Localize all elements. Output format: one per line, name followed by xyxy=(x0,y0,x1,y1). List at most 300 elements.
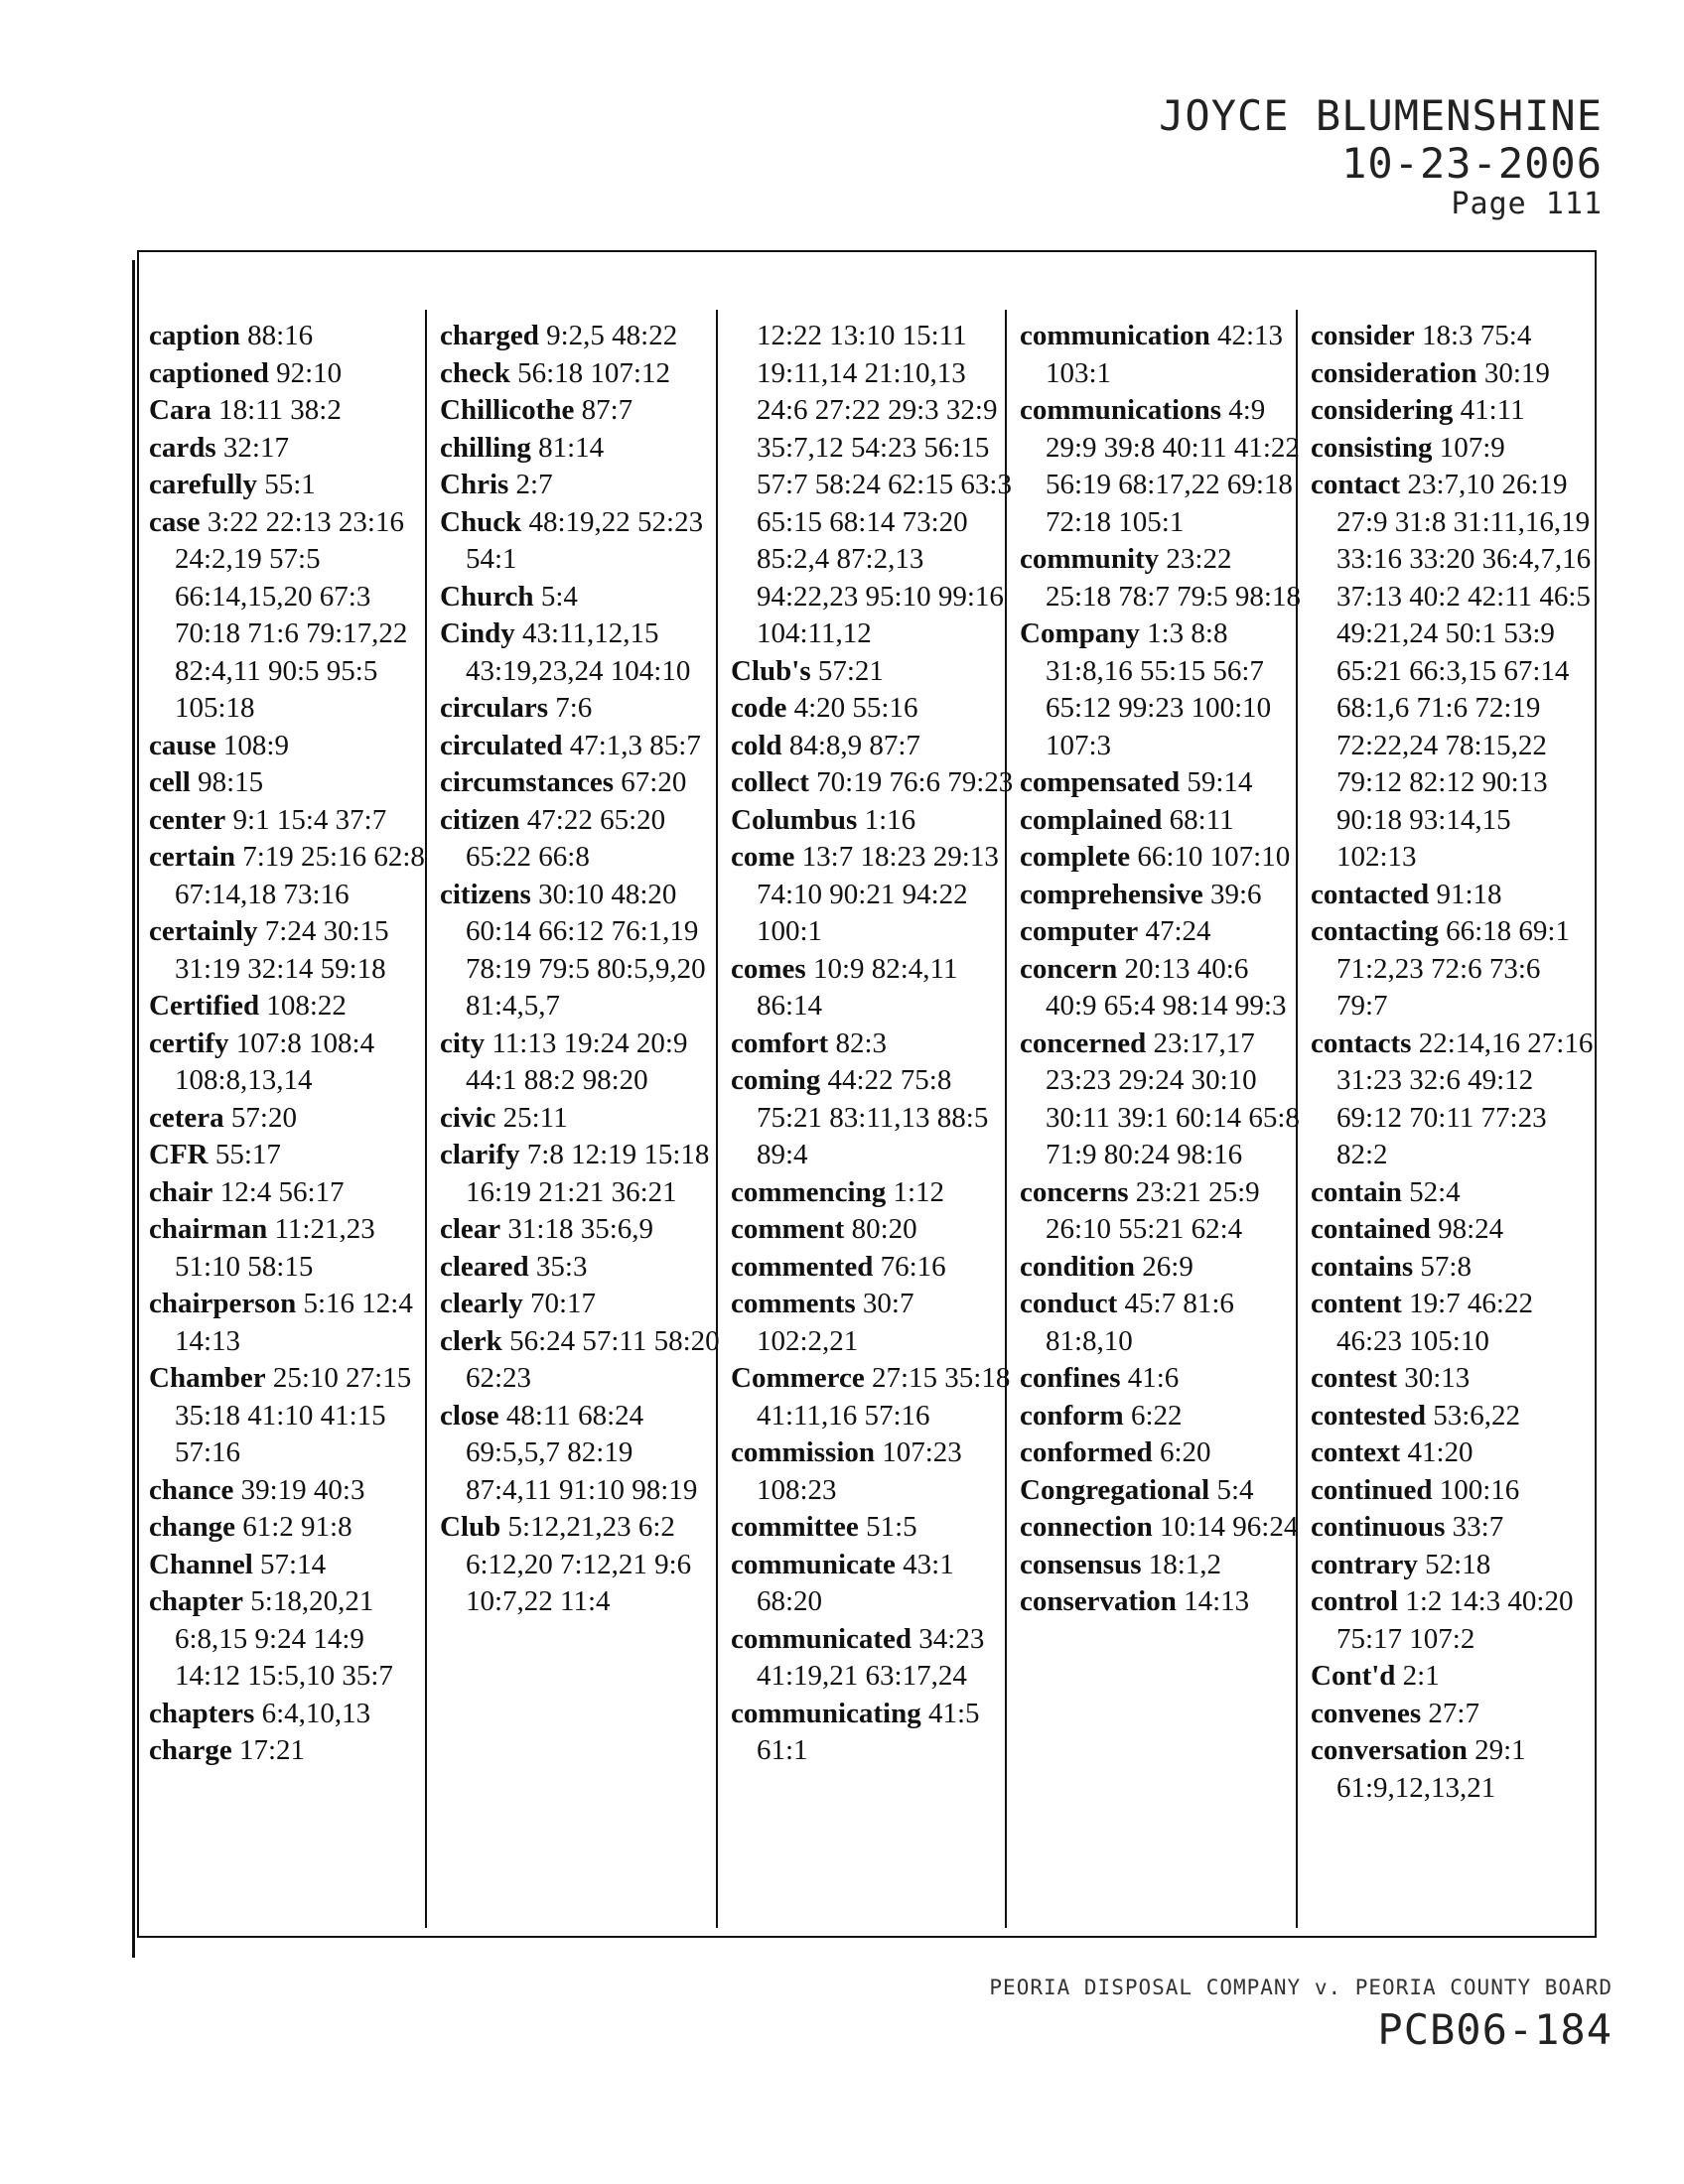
index-term: chapters xyxy=(149,1697,255,1729)
case-number: PCB06-184 xyxy=(1377,2005,1613,2054)
index-entry xyxy=(440,392,724,430)
index-page-refs: 34:23 41:19,21 63:17,24 xyxy=(757,1622,985,1692)
index-entry xyxy=(1020,1174,1304,1249)
index-page-refs: 11:21,23 51:10 58:15 xyxy=(175,1213,375,1283)
index-entry xyxy=(1311,318,1595,355)
index-entry xyxy=(149,839,433,913)
index-page-refs: 10:9 82:4,11 86:14 xyxy=(757,952,958,1022)
index-term: cetera xyxy=(149,1101,224,1134)
index-page-refs: 10:14 96:24 xyxy=(1159,1511,1299,1543)
index-entry xyxy=(440,728,724,765)
index-page-refs: 43:1 68:20 xyxy=(757,1548,954,1617)
index-page-refs: 17:21 xyxy=(239,1734,306,1766)
index-term: circulars xyxy=(440,692,548,724)
index-term: cause xyxy=(149,729,216,761)
index-entry xyxy=(149,988,433,1025)
index-entry xyxy=(1020,913,1304,951)
index-entry xyxy=(1311,1025,1595,1174)
index-entry xyxy=(440,1025,724,1100)
index-entry xyxy=(731,1509,1015,1547)
index-entry xyxy=(731,764,1015,802)
index-entry xyxy=(149,913,433,988)
index-term: Cara xyxy=(149,394,211,426)
index-page-refs: 47:1,3 85:7 xyxy=(569,729,701,761)
index-entry xyxy=(1020,951,1304,1025)
index-entry xyxy=(1020,615,1304,764)
index-term: Columbus xyxy=(731,803,858,836)
index-entry xyxy=(1311,1360,1595,1398)
index-term: contains xyxy=(1311,1250,1414,1283)
index-page-refs: 35:3 xyxy=(535,1250,588,1283)
index-entry xyxy=(149,1211,433,1286)
index-entry xyxy=(1020,1583,1304,1621)
index-term: commencing xyxy=(731,1175,887,1208)
index-term: communication xyxy=(1020,320,1210,351)
index-entry xyxy=(149,1100,433,1138)
index-term: chairman xyxy=(149,1213,268,1245)
index-column-3 xyxy=(731,318,1015,1770)
index-term: computer xyxy=(1020,915,1139,947)
index-term: Commerce xyxy=(731,1362,865,1394)
index-term: clear xyxy=(440,1213,501,1245)
index-entry xyxy=(1311,1286,1595,1360)
index-page-refs: 22:14,16 27:16 31:23 32:6 49:12 69:12 70:11 77:23 82:2 xyxy=(1336,1026,1594,1170)
index-term: change xyxy=(149,1511,235,1543)
index-term: conversation xyxy=(1311,1734,1468,1766)
index-column-2 xyxy=(440,318,724,1621)
index-term: consider xyxy=(1311,320,1415,351)
index-page-refs: 57:8 xyxy=(1420,1250,1472,1283)
index-page-refs: 18:11 38:2 xyxy=(218,394,342,426)
index-page-refs: 9:2,5 48:22 xyxy=(546,320,678,351)
index-entry xyxy=(149,392,433,430)
index-entry xyxy=(1311,1732,1595,1807)
index-entry xyxy=(1311,1249,1595,1287)
index-term: case xyxy=(149,505,201,538)
index-page-refs: 44:22 75:8 75:21 83:11,13 88:5 89:4 xyxy=(757,1064,989,1170)
index-page-refs: 52:4 xyxy=(1409,1175,1461,1208)
index-entry xyxy=(731,318,1015,653)
index-term: comment xyxy=(731,1213,845,1245)
index-page-refs: 41:6 xyxy=(1127,1362,1180,1394)
index-page-refs: 1:2 14:3 40:20 75:17 107:2 xyxy=(1336,1585,1574,1655)
index-term: Church xyxy=(440,580,534,613)
index-entry xyxy=(440,504,724,579)
index-page-refs: 56:24 57:11 58:20 62:23 xyxy=(466,1324,720,1394)
index-page-refs: 92:10 xyxy=(276,356,343,389)
index-term: contrary xyxy=(1311,1548,1418,1580)
index-entry xyxy=(440,764,724,802)
index-term: Company xyxy=(1020,617,1140,649)
index-term: conservation xyxy=(1020,1585,1177,1617)
index-page-refs: 39:19 40:3 xyxy=(240,1473,365,1506)
index-term: community xyxy=(1020,543,1160,575)
index-term: conduct xyxy=(1020,1288,1118,1319)
index-term: carefully xyxy=(149,469,257,500)
index-entry xyxy=(1311,1509,1595,1547)
index-term: certain xyxy=(149,841,235,873)
index-page-refs: 98:24 xyxy=(1438,1213,1504,1245)
index-entry xyxy=(731,690,1015,728)
index-entry xyxy=(149,1583,433,1696)
index-term: considering xyxy=(1311,394,1454,426)
index-page-refs: 30:10 48:20 60:14 66:12 76:1,19 78:19 79:5 80:5,9,20 81:4,5,7 xyxy=(466,878,706,1022)
index-entry xyxy=(149,1472,433,1510)
index-term: contested xyxy=(1311,1399,1426,1432)
index-page-refs: 56:18 107:12 xyxy=(517,356,670,389)
index-page-refs: 23:22 25:18 78:7 79:5 98:18 xyxy=(1046,543,1301,613)
index-term: condition xyxy=(1020,1250,1136,1283)
header-page-number: Page 111 xyxy=(1451,187,1603,221)
index-page-refs: 47:24 xyxy=(1145,915,1211,947)
index-entry xyxy=(1020,1249,1304,1287)
index-term: charge xyxy=(149,1734,232,1766)
index-entry xyxy=(149,1286,433,1360)
index-term: code xyxy=(731,692,787,724)
index-term: comes xyxy=(731,952,806,985)
index-column-5 xyxy=(1311,318,1595,1807)
index-entry xyxy=(149,1732,433,1770)
index-term: Club xyxy=(440,1511,501,1543)
index-page-refs: 5:12,21,23 6:2 6:12,20 7:12,21 9:6 10:7,22 11:4 xyxy=(466,1511,692,1617)
index-page-refs: 1:16 xyxy=(864,803,916,836)
index-term: charged xyxy=(440,320,539,351)
index-entry xyxy=(1020,1509,1304,1547)
index-page-refs: 45:7 81:6 81:8,10 xyxy=(1046,1288,1234,1357)
index-term: captioned xyxy=(149,356,269,389)
index-entry xyxy=(1311,467,1595,877)
index-page-refs: 23:17,17 23:23 29:24 30:10 30:11 39:1 60:14 65:8 71:9 80:24 98:16 xyxy=(1046,1026,1300,1170)
index-entry xyxy=(1311,1174,1595,1212)
index-entry xyxy=(440,1100,724,1138)
index-page-refs: 55:1 xyxy=(264,469,316,500)
index-entry xyxy=(149,1137,433,1174)
index-term: complained xyxy=(1020,803,1163,836)
index-term: Chamber xyxy=(149,1362,266,1394)
index-entry xyxy=(1311,877,1595,914)
index-entry xyxy=(731,802,1015,840)
index-term: cleared xyxy=(440,1250,529,1283)
index-term: certainly xyxy=(149,915,258,947)
index-page-refs: 25:10 27:15 35:18 41:10 41:15 57:16 xyxy=(175,1362,412,1468)
frame-left-margin-line xyxy=(132,260,135,1958)
index-entry xyxy=(149,504,433,728)
index-entry xyxy=(1020,1286,1304,1360)
index-term: citizens xyxy=(440,878,531,910)
index-entry xyxy=(149,728,433,765)
index-entry xyxy=(1020,1434,1304,1472)
index-entry xyxy=(731,1286,1015,1360)
index-term: continuous xyxy=(1311,1511,1446,1543)
index-page-refs: 14:13 xyxy=(1184,1585,1250,1617)
index-page-refs: 18:1,2 xyxy=(1148,1548,1222,1580)
index-page-refs: 88:16 xyxy=(247,320,314,351)
index-term: confines xyxy=(1020,1362,1121,1394)
index-page-refs: 87:7 xyxy=(581,394,633,426)
index-entry xyxy=(731,1211,1015,1249)
index-page-refs: 81:14 xyxy=(538,431,605,464)
index-entry xyxy=(1311,355,1595,393)
index-page-refs: 47:22 65:20 65:22 66:8 xyxy=(466,803,666,873)
index-term: circulated xyxy=(440,729,563,761)
index-term: Congregational xyxy=(1020,1473,1210,1506)
index-page-refs: 66:18 69:1 71:2,23 72:6 73:6 79:7 xyxy=(1336,915,1570,1022)
index-page-refs: 23:21 25:9 26:10 55:21 62:4 xyxy=(1046,1175,1260,1245)
index-page-refs: 31:18 35:6,9 xyxy=(507,1213,654,1245)
index-page-refs: 76:16 xyxy=(880,1250,946,1283)
index-term: Chillicothe xyxy=(440,394,575,426)
index-page-refs: 1:3 8:8 31:8,16 55:15 56:7 65:12 99:23 100:10 107:3 xyxy=(1046,617,1272,761)
index-page-refs: 91:18 xyxy=(1436,878,1502,910)
index-page-refs: 4:9 29:9 39:8 40:11 41:22 56:19 68:17,22 69:18 72:18 105:1 xyxy=(1046,394,1300,538)
index-term: connection xyxy=(1020,1511,1153,1543)
index-page-refs: 98:15 xyxy=(198,766,264,798)
index-entry xyxy=(1311,1547,1595,1584)
index-entry xyxy=(731,653,1015,691)
index-page-refs: 51:5 xyxy=(866,1511,917,1543)
index-entry xyxy=(731,1062,1015,1174)
index-term: cards xyxy=(149,431,216,464)
index-term: control xyxy=(1311,1585,1399,1617)
index-page-refs: 82:3 xyxy=(835,1026,888,1059)
index-page-refs: 6:20 xyxy=(1159,1436,1211,1468)
index-entry xyxy=(440,1137,724,1211)
index-page-refs: 52:18 xyxy=(1425,1548,1491,1580)
index-page-refs: 39:6 xyxy=(1209,878,1262,910)
index-term: Certified xyxy=(149,990,260,1022)
index-entry xyxy=(1020,1025,1304,1174)
index-entry xyxy=(149,1174,433,1212)
index-page-refs: 70:19 76:6 79:23 xyxy=(816,766,1014,798)
index-term: contact xyxy=(1311,469,1401,500)
index-term: clerk xyxy=(440,1324,502,1357)
index-entry xyxy=(1311,430,1595,468)
index-term: circumstances xyxy=(440,766,615,798)
index-page-refs: 32:17 xyxy=(222,431,289,464)
index-term: check xyxy=(440,356,510,389)
index-entry xyxy=(440,877,724,1025)
index-page-refs: 59:14 xyxy=(1187,766,1253,798)
index-term: chance xyxy=(149,1473,234,1506)
index-page-refs: 84:8,9 87:7 xyxy=(788,729,920,761)
index-entry xyxy=(440,1286,724,1323)
index-entry xyxy=(731,839,1015,951)
index-entry xyxy=(1020,1472,1304,1510)
index-page-refs: 53:6,22 xyxy=(1433,1399,1521,1432)
index-term: cell xyxy=(149,766,191,798)
index-column-1 xyxy=(149,318,433,1770)
index-entry xyxy=(149,318,433,355)
index-term: concerns xyxy=(1020,1175,1129,1208)
index-page-refs: 12:22 13:10 15:11 19:11,14 21:10,13 24:6 27:22 29:3 32:9 35:7,12 54:23 56:15 57:7 58:24 62:15 63:3 65:15 68:14 73:20 85:2,4 87:2,13 94:22,23 95:10 99:16 104:11,12 xyxy=(757,320,1012,649)
index-entry xyxy=(731,1621,1015,1696)
index-page-refs: 2:1 xyxy=(1402,1660,1440,1692)
index-entry xyxy=(1020,1398,1304,1435)
index-page-refs: 66:10 107:10 xyxy=(1137,841,1291,873)
index-entry xyxy=(440,1509,724,1621)
index-page-refs: 26:9 xyxy=(1142,1250,1193,1283)
index-term: come xyxy=(731,841,795,873)
index-entry xyxy=(731,1547,1015,1621)
index-term: caption xyxy=(149,320,240,351)
index-page-refs: 108:9 xyxy=(222,729,289,761)
index-entry xyxy=(440,430,724,468)
index-term: civic xyxy=(440,1101,496,1134)
index-term: comprehensive xyxy=(1020,878,1203,910)
index-term: clearly xyxy=(440,1288,523,1319)
index-entry xyxy=(1311,392,1595,430)
index-entry xyxy=(440,1323,724,1398)
index-page-refs: 100:16 xyxy=(1439,1473,1520,1506)
index-entry xyxy=(1020,541,1304,615)
index-term: chapter xyxy=(149,1585,244,1617)
index-term: committee xyxy=(731,1511,859,1543)
index-entry xyxy=(149,802,433,840)
index-term: concerned xyxy=(1020,1026,1147,1059)
index-page-refs: 33:7 xyxy=(1452,1511,1504,1543)
index-term: Channel xyxy=(149,1548,253,1580)
index-term: close xyxy=(440,1399,499,1432)
index-page-refs: 7:6 xyxy=(555,692,593,724)
index-page-refs: 5:18,20,21 6:8,15 9:24 14:9 14:12 15:5,10 35:7 xyxy=(175,1585,393,1692)
index-page-refs: 41:5 61:1 xyxy=(757,1697,980,1766)
index-entry xyxy=(440,615,724,690)
index-entry xyxy=(1311,1658,1595,1696)
index-term: contacting xyxy=(1311,915,1439,947)
index-term: clarify xyxy=(440,1139,520,1170)
index-page-refs: 42:13 103:1 xyxy=(1046,320,1284,389)
index-entry xyxy=(1020,1360,1304,1398)
index-term: center xyxy=(149,803,226,836)
header-date: 10-23-2006 xyxy=(1341,139,1603,188)
index-entry xyxy=(149,1025,433,1100)
index-entry xyxy=(1020,392,1304,541)
index-page-refs: 23:7,10 26:19 27:9 31:8 31:11,16,19 33:16 33:20 36:4,7,16 37:13 40:2 42:11 46:5 49:21,24 50:1 53:9 65:21 66:3,15 67:14 68:1,6 71:6 72:19 72:22,24 78:15,22 79:12 82:12 90:13 90:18 93:14,15 102:13 xyxy=(1336,469,1592,873)
index-entry xyxy=(149,764,433,802)
index-term: citizen xyxy=(440,803,520,836)
index-term: commented xyxy=(731,1250,874,1283)
index-page-refs: 41:11 xyxy=(1460,394,1525,426)
index-page-refs: 68:11 xyxy=(1169,803,1234,836)
index-page-refs: 29:1 61:9,12,13,21 xyxy=(1336,1734,1526,1804)
index-term: chairperson xyxy=(149,1288,297,1319)
index-entry xyxy=(731,728,1015,765)
index-term: contacts xyxy=(1311,1026,1412,1059)
index-term: continued xyxy=(1311,1473,1433,1506)
index-term: city xyxy=(440,1026,486,1059)
index-term: communicating xyxy=(731,1697,921,1729)
header-name: JOYCE BLUMENSHINE xyxy=(1159,91,1603,140)
index-page-refs: 30:7 102:2,21 xyxy=(757,1288,914,1357)
index-term: contained xyxy=(1311,1213,1431,1245)
index-page-refs: 4:20 55:16 xyxy=(793,692,918,724)
index-page-refs: 27:15 35:18 41:11,16 57:16 xyxy=(757,1362,1011,1432)
index-page-refs: 1:12 xyxy=(893,1175,945,1208)
index-entry xyxy=(731,1434,1015,1509)
index-page-refs: 55:17 xyxy=(214,1139,281,1170)
index-entry xyxy=(1020,839,1304,877)
index-page-refs: 5:4 xyxy=(1216,1473,1254,1506)
index-term: coming xyxy=(731,1064,821,1096)
index-page-refs: 48:11 68:24 69:5,5,7 82:19 87:4,11 91:10 98:19 xyxy=(466,1399,698,1506)
index-term: comments xyxy=(731,1288,856,1319)
index-page-refs: 2:7 xyxy=(515,469,553,500)
index-page-refs: 6:22 xyxy=(1130,1399,1183,1432)
index-page-refs: 19:7 46:22 46:23 105:10 xyxy=(1336,1288,1533,1357)
index-entry xyxy=(1020,802,1304,840)
case-caption: PEORIA DISPOSAL COMPANY v. PEORIA COUNTY BOARD xyxy=(989,1976,1613,1999)
index-term: contest xyxy=(1311,1362,1397,1394)
index-page-refs: 107:9 xyxy=(1439,431,1505,464)
index-entry xyxy=(149,1547,433,1584)
index-term: chilling xyxy=(440,431,531,464)
index-page-refs: 9:1 15:4 37:7 xyxy=(232,803,387,836)
index-entry xyxy=(440,579,724,616)
index-entry xyxy=(1311,1211,1595,1249)
index-page-refs: 48:19,22 52:23 54:1 xyxy=(466,505,704,575)
index-page-refs: 107:8 108:4 108:8,13,14 xyxy=(175,1026,375,1096)
index-term: Cont'd xyxy=(1311,1660,1396,1692)
index-entry xyxy=(1311,1398,1595,1435)
index-entry xyxy=(1020,1547,1304,1584)
index-term: compensated xyxy=(1020,766,1181,798)
index-entry xyxy=(1311,1434,1595,1472)
index-entry xyxy=(1020,764,1304,802)
index-entry xyxy=(731,1249,1015,1287)
index-entry xyxy=(1020,877,1304,914)
index-term: Cindy xyxy=(440,617,515,649)
index-term: concern xyxy=(1020,952,1118,985)
index-entry xyxy=(440,467,724,504)
index-page-refs: 80:20 xyxy=(851,1213,917,1245)
index-term: consideration xyxy=(1311,356,1477,389)
index-page-refs: 70:17 xyxy=(529,1288,597,1319)
index-page-refs: 13:7 18:23 29:13 74:10 90:21 94:22 100:1 xyxy=(757,841,999,947)
index-page-refs: 108:22 xyxy=(266,990,347,1022)
index-term: cold xyxy=(731,729,782,761)
index-entry xyxy=(440,1398,724,1510)
index-page-refs: 107:23 108:23 xyxy=(757,1436,962,1506)
index-term: consensus xyxy=(1020,1548,1142,1580)
index-page-refs: 57:20 xyxy=(230,1101,297,1134)
index-page-refs: 27:7 xyxy=(1428,1697,1479,1729)
index-term: comfort xyxy=(731,1026,829,1059)
index-page-refs: 57:21 xyxy=(817,654,884,687)
index-term: collect xyxy=(731,766,809,798)
index-term: CFR xyxy=(149,1139,209,1170)
index-page-refs: 20:13 40:6 40:9 65:4 98:14 99:3 xyxy=(1046,952,1287,1022)
index-entry xyxy=(440,355,724,393)
index-entry xyxy=(440,802,724,877)
index-term: communications xyxy=(1020,394,1221,426)
index-entry xyxy=(1020,318,1304,392)
index-term: convenes xyxy=(1311,1697,1422,1729)
index-term: commission xyxy=(731,1436,875,1468)
index-entry xyxy=(149,355,433,393)
index-entry xyxy=(149,1360,433,1472)
index-page-refs: 67:20 xyxy=(621,766,687,798)
index-page-refs: 43:11,12,15 43:19,23,24 104:10 xyxy=(466,617,691,687)
index-page-refs: 12:4 56:17 xyxy=(219,1175,345,1208)
index-page-refs: 7:24 30:15 31:19 32:14 59:18 xyxy=(175,915,389,985)
index-term: chair xyxy=(149,1175,213,1208)
index-entry xyxy=(149,467,433,504)
index-entry xyxy=(440,1211,724,1249)
index-term: contacted xyxy=(1311,878,1430,910)
index-entry xyxy=(731,951,1015,1025)
index-entry xyxy=(440,318,724,355)
index-entry xyxy=(731,1174,1015,1212)
